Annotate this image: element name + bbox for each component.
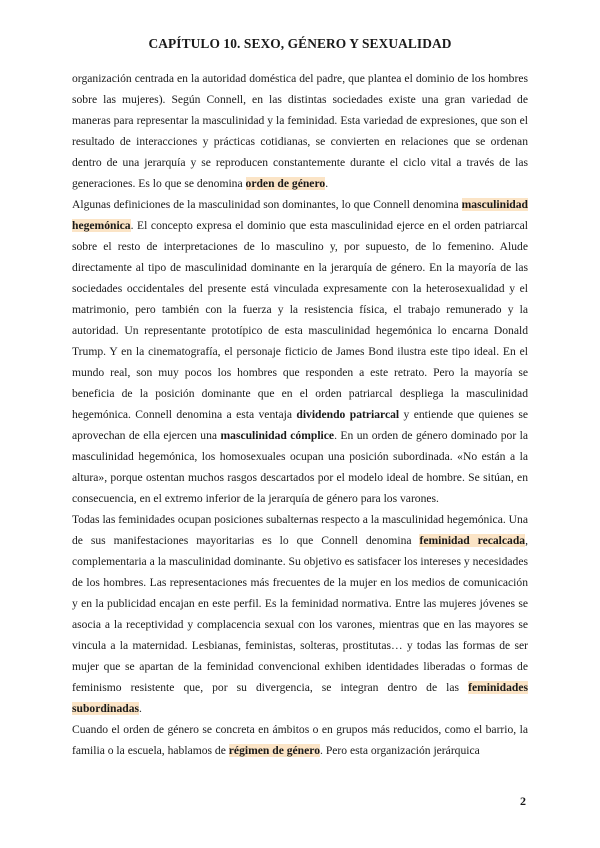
paragraph-text: . Pero esta organización jerárquica	[320, 744, 480, 757]
chapter-title: CAPÍTULO 10. SEXO, GÉNERO Y SEXUALIDAD	[148, 36, 452, 51]
highlighted-term: orden de género	[245, 177, 326, 190]
body-text	[72, 68, 528, 761]
highlighted-term: masculinidad hegemónica	[72, 198, 528, 232]
page-number: 2	[520, 794, 526, 808]
paragraph	[72, 719, 528, 761]
paragraph-text: . El concepto expresa el dominio que esta masculinidad ejerce en el orden patriarcal sobre el resto de interpretaciones de lo masculino y, por supuesto, de lo femenino. Alude directamente al tipo de masculinidad dominante en la jerarquía de género. En la mayoría de las sociedades occidentales del presente está vinculada expresamente con la heterosexualidad y el matrimonio, pero también con la fuerza y la resistencia física, el trabajo remunerado y la autoridad. Un representante prototípico de esta masculinidad hegemónica lo encarna Donald Trump. Y en la cinematografía, el personaje ficticio de James Bond ilustra este tipo ideal. En el mundo real, son muy pocos los hombres que responden a este retrato. Pero la mayoría se beneficia de la posición dominante que en el orden patriarcal despliega la masculinidad hegemónica. Connell denomina a esta ventaja	[72, 219, 528, 421]
paragraph-text: . En un orden de género dominado por la masculinidad hegemónica, los homosexuales ocupan una posición subordinada. «No están a la altura», porque ostentan muchos rasgos descartados por el modelo ideal de hombre. Se sitúan, en consecuencia, en el extremo inferior de la jerarquía de género para los varones.	[72, 429, 528, 505]
paragraph	[72, 68, 528, 194]
paragraph-text: , complementaria a la masculinidad dominante. Su objetivo es satisfacer los intereses y necesidades de los hombres. Las representaciones más frecuentes de la mujer en los medios de comunicación y en la publicidad encajan en este perfil. Es la feminidad normativa. Entre las mujeres jóvenes se asocia a la receptividad y complacencia sexual con los varones, mientras que en las mayores se vincula a la maternidad. Lesbianas, feministas, solteras, prostitutas… y todas las formas de ser mujer que se apartan de la feminidad convencional exhiben identidades liberadas o formas de feminismo resistente que, por su divergencia, se integran dentro de las	[72, 534, 528, 694]
paragraph-text: y entiende que quienes se aprovechan de ella ejercen una	[72, 408, 528, 442]
highlighted-term: feminidad recalcada	[419, 534, 526, 547]
paragraph-text: .	[325, 177, 329, 190]
bold-term: masculinidad cómplice	[220, 429, 335, 442]
paragraph	[72, 194, 528, 509]
paragraph-text: organización centrada en la autoridad doméstica del padre, que plantea el dominio de los hombres sobre las mujeres). Según Connell, en las distintas sociedades existe una gran variedad de maneras para representar la masculinidad y la feminidad. Esta variedad de expresiones, que son el resultado de interacciones y prácticas cotidianas, se convierten en relaciones que se ordenan dentro de una jerarquía y se reproducen constantemente durante el ciclo vital a través de las generaciones. Es lo que se denomina	[72, 72, 528, 190]
paragraph-text: Todas las feminidades ocupan posiciones subalternas respecto a la masculinidad hegemónica. Una de sus manifestaciones mayoritarias es lo que Connell denomina	[72, 513, 528, 547]
paragraph-text: .	[139, 702, 142, 715]
highlighted-term: feminidades subordinadas	[72, 681, 528, 715]
paragraph-text: Algunas definiciones de la masculinidad son dominantes, lo que Connell denomina	[72, 198, 462, 211]
highlighted-term: régimen de género	[228, 744, 321, 757]
bold-term: dividendo patriarcal	[296, 408, 400, 421]
paragraph-text: Cuando el orden de género se concreta en ámbitos o en grupos más reducidos, como el barrio, la familia o la escuela, hablamos de	[72, 723, 528, 757]
paragraph	[72, 509, 528, 719]
